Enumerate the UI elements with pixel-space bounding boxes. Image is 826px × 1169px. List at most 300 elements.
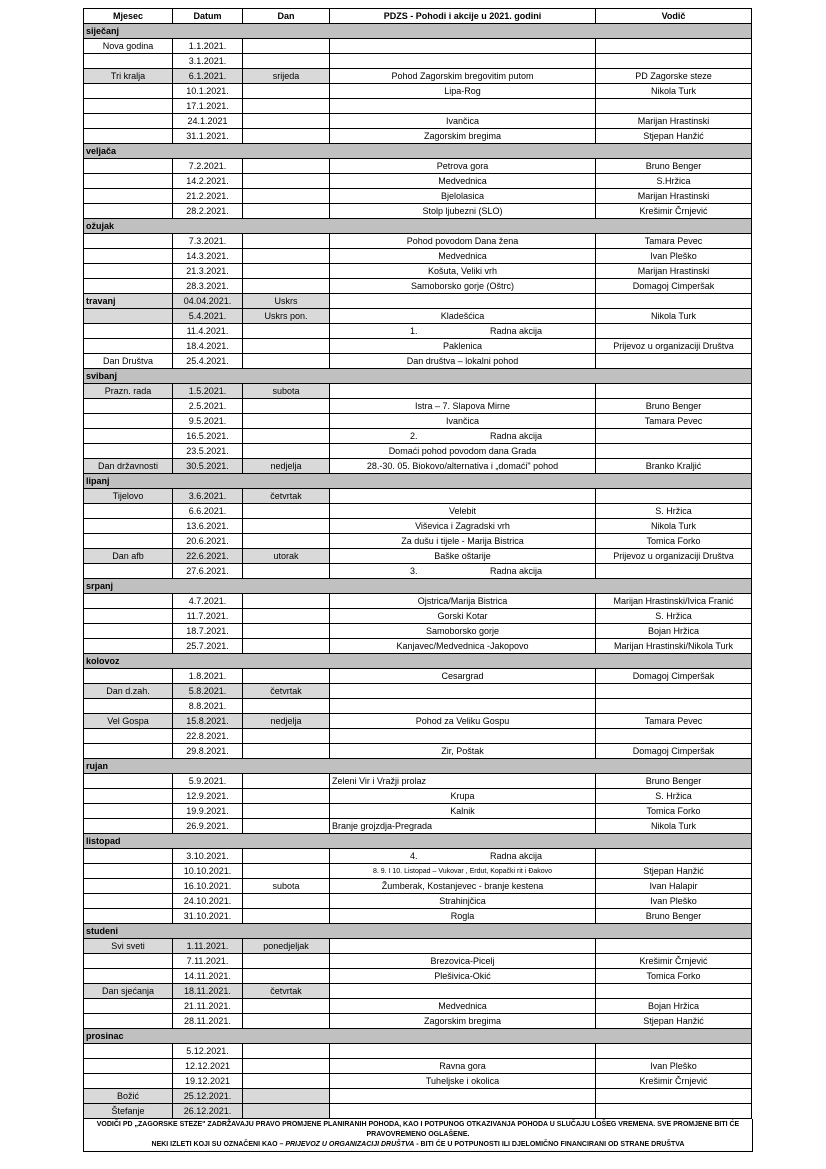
cell-guide: Bruno Benger bbox=[596, 909, 752, 924]
cell-note bbox=[84, 564, 173, 579]
cell-date: 7.3.2021. bbox=[173, 234, 243, 249]
cell-guide: Tamara Pevec bbox=[596, 414, 752, 429]
table-row bbox=[84, 984, 752, 999]
cell-note: Božić bbox=[84, 1089, 173, 1104]
cell-note bbox=[84, 954, 173, 969]
cell-date: 24.10.2021. bbox=[173, 894, 243, 909]
cell-guide bbox=[596, 1104, 752, 1119]
cell-guide: Stjepan Hanžić bbox=[596, 864, 752, 879]
cell-note bbox=[84, 324, 173, 339]
cell-note: Tijelovo bbox=[84, 489, 173, 504]
cell-day bbox=[243, 189, 330, 204]
cell-guide: Ivan Pleško bbox=[596, 1059, 752, 1074]
cell-event: Tuheljske i okolica bbox=[330, 1074, 596, 1089]
cell-day bbox=[243, 264, 330, 279]
cell-guide bbox=[596, 99, 752, 114]
table-row bbox=[84, 264, 752, 279]
cell-date: 21.11.2021. bbox=[173, 999, 243, 1014]
cell-guide: Bruno Benger bbox=[596, 774, 752, 789]
table-row bbox=[84, 699, 752, 714]
cell-event bbox=[330, 939, 596, 954]
cell-day bbox=[243, 1044, 330, 1059]
cell-event bbox=[330, 39, 596, 54]
table-row bbox=[84, 954, 752, 969]
table-row bbox=[84, 339, 752, 354]
table-row bbox=[84, 549, 752, 564]
cell-date: 7.11.2021. bbox=[173, 954, 243, 969]
cell-day bbox=[243, 129, 330, 144]
cell-guide: Marijan Hrastinski/Nikola Turk bbox=[596, 639, 752, 654]
cell-event: Rogla bbox=[330, 909, 596, 924]
cell-guide: Domagoj Cimperšak bbox=[596, 279, 752, 294]
cell-event: Medvednica bbox=[330, 249, 596, 264]
cell-note bbox=[84, 699, 173, 714]
cell-guide: Bojan Hržica bbox=[596, 624, 752, 639]
cell-event: Domaći pohod povodom dana Grada bbox=[330, 444, 596, 459]
table-row bbox=[84, 174, 752, 189]
cell-guide: S.Hržica bbox=[596, 174, 752, 189]
cell-event: Zagorskim bregima bbox=[330, 1014, 596, 1029]
cell-guide bbox=[596, 324, 752, 339]
month-row bbox=[84, 924, 752, 939]
cell-guide bbox=[596, 729, 752, 744]
table-row bbox=[84, 114, 752, 129]
cell-event-text: Radna akcija bbox=[490, 850, 543, 861]
cell-note bbox=[84, 519, 173, 534]
cell-event-number: 3. bbox=[410, 565, 418, 576]
cell-guide bbox=[596, 294, 752, 309]
cell-date: 2.5.2021. bbox=[173, 399, 243, 414]
cell-event: Ojstrica/Marija Bistrica bbox=[330, 594, 596, 609]
table-row bbox=[84, 354, 752, 369]
cell-note bbox=[84, 669, 173, 684]
cell-event bbox=[330, 849, 596, 864]
cell-event: Baške oštarije bbox=[330, 549, 596, 564]
cell-note bbox=[84, 969, 173, 984]
cell-note bbox=[84, 264, 173, 279]
footer-line-1: VODIČI PD „ZAGORSKE STEZE" ZADRŽAVAJU PRAVO PROMJENE PLANIRANIH POHODA, KAO I POTPUNOG OTKAZIVANJA POHODA U SLUČAJU LOŠEG VREMENA. SVE PROMJENE BITI ĆE PRAVOVREMENO OGLAŠENE. bbox=[96, 1121, 740, 1138]
cell-event: Samoborsko gorje bbox=[330, 624, 596, 639]
cell-guide bbox=[596, 429, 752, 444]
cell-date: 22.6.2021. bbox=[173, 549, 243, 564]
cell-date: 11.4.2021. bbox=[173, 324, 243, 339]
cell-event bbox=[330, 324, 596, 339]
table-row bbox=[84, 1089, 752, 1104]
table-row bbox=[84, 54, 752, 69]
cell-day: četvrtak bbox=[243, 489, 330, 504]
month-row bbox=[84, 1029, 752, 1044]
cell-event-text: Radna akcija bbox=[490, 325, 543, 336]
cell-note: Svi sveti bbox=[84, 939, 173, 954]
cell-guide: Nikola Turk bbox=[596, 309, 752, 324]
cell-date: 4.7.2021. bbox=[173, 594, 243, 609]
cell-guide: Marijan Hrastinski bbox=[596, 114, 752, 129]
table-row bbox=[84, 204, 752, 219]
cell-date: 5.4.2021. bbox=[173, 309, 243, 324]
table-row bbox=[84, 819, 752, 834]
cell-guide: Marijan Hrastinski bbox=[596, 189, 752, 204]
cell-date: 21.3.2021. bbox=[173, 264, 243, 279]
cell-note bbox=[84, 429, 173, 444]
cell-guide: Tamara Pevec bbox=[596, 714, 752, 729]
cell-event: Kanjavec/Medvednica -Jakopovo bbox=[330, 639, 596, 654]
cell-note bbox=[84, 804, 173, 819]
cell-date: 13.6.2021. bbox=[173, 519, 243, 534]
cell-guide: Nikola Turk bbox=[596, 819, 752, 834]
cell-event bbox=[330, 54, 596, 69]
cell-event: Medvednica bbox=[330, 174, 596, 189]
cell-date: 23.5.2021. bbox=[173, 444, 243, 459]
cell-day: srijeda bbox=[243, 69, 330, 84]
cell-date: 5.8.2021. bbox=[173, 684, 243, 699]
cell-note: Tri kralja bbox=[84, 69, 173, 84]
cell-day bbox=[243, 729, 330, 744]
cell-event-number: 4. bbox=[410, 850, 418, 861]
cell-event: Petrova gora bbox=[330, 159, 596, 174]
table-row bbox=[84, 849, 752, 864]
table-row bbox=[84, 564, 752, 579]
month-label: rujan bbox=[84, 759, 752, 774]
cell-event bbox=[330, 564, 596, 579]
table-row bbox=[84, 534, 752, 549]
cell-day bbox=[243, 324, 330, 339]
cell-event: Pohod povodom Dana žena bbox=[330, 234, 596, 249]
table-row bbox=[84, 309, 752, 324]
cell-note bbox=[84, 54, 173, 69]
cell-guide: Prijevoz u organizaciji Društva bbox=[596, 339, 752, 354]
cell-guide bbox=[596, 564, 752, 579]
table-row bbox=[84, 39, 752, 54]
cell-event: Zeleni Vir i Vražji prolaz bbox=[330, 774, 596, 789]
cell-note: Štefanje bbox=[84, 1104, 173, 1119]
cell-note bbox=[84, 849, 173, 864]
table-row bbox=[84, 729, 752, 744]
cell-date: 25.7.2021. bbox=[173, 639, 243, 654]
cell-date: 5.12.2021. bbox=[173, 1044, 243, 1059]
cell-date: 1.1.2021. bbox=[173, 39, 243, 54]
cell-date: 14.11.2021. bbox=[173, 969, 243, 984]
cell-event bbox=[330, 684, 596, 699]
cell-date: 11.7.2021. bbox=[173, 609, 243, 624]
table-row bbox=[84, 774, 752, 789]
cell-day bbox=[243, 159, 330, 174]
month-row bbox=[84, 474, 752, 489]
cell-guide: Marijan Hrastinski bbox=[596, 264, 752, 279]
cell-day bbox=[243, 39, 330, 54]
cell-date: 3.1.2021. bbox=[173, 54, 243, 69]
cell-note bbox=[84, 249, 173, 264]
cell-date: 26.12.2021. bbox=[173, 1104, 243, 1119]
cell-date: 6.1.2021. bbox=[173, 69, 243, 84]
schedule-body bbox=[84, 24, 752, 1119]
cell-day bbox=[243, 99, 330, 114]
cell-day bbox=[243, 234, 330, 249]
cell-guide: Tomica Forko bbox=[596, 969, 752, 984]
cell-date: 30.5.2021. bbox=[173, 459, 243, 474]
cell-date: 14.2.2021. bbox=[173, 174, 243, 189]
cell-event: Košuta, Veliki vrh bbox=[330, 264, 596, 279]
cell-day bbox=[243, 414, 330, 429]
cell-guide bbox=[596, 444, 752, 459]
month-row bbox=[84, 654, 752, 669]
cell-note bbox=[84, 114, 173, 129]
cell-guide: Krešimir Črnjević bbox=[596, 204, 752, 219]
cell-event: Branje grojzdja-Pregrada bbox=[330, 819, 596, 834]
cell-note bbox=[84, 639, 173, 654]
cell-note bbox=[84, 444, 173, 459]
month-row bbox=[84, 759, 752, 774]
cell-date: 3.10.2021. bbox=[173, 849, 243, 864]
table-row bbox=[84, 594, 752, 609]
cell-day: nedjelja bbox=[243, 459, 330, 474]
cell-event: Pohod za Veliku Gospu bbox=[330, 714, 596, 729]
cell-date: 04.04.2021. bbox=[173, 294, 243, 309]
cell-date: 9.5.2021. bbox=[173, 414, 243, 429]
cell-date: 29.8.2021. bbox=[173, 744, 243, 759]
cell-date: 21.2.2021. bbox=[173, 189, 243, 204]
month-row bbox=[84, 219, 752, 234]
cell-note bbox=[84, 399, 173, 414]
cell-note bbox=[84, 1059, 173, 1074]
month-label: veljača bbox=[84, 144, 752, 159]
schedule-sheet bbox=[83, 8, 751, 1152]
table-row bbox=[84, 999, 752, 1014]
month-label: listopad bbox=[84, 834, 752, 849]
cell-event: Zir, Poštak bbox=[330, 744, 596, 759]
cell-event bbox=[330, 984, 596, 999]
table-row bbox=[84, 429, 752, 444]
cell-event: Strahinjčica bbox=[330, 894, 596, 909]
cell-date: 31.10.2021. bbox=[173, 909, 243, 924]
cell-date: 1.8.2021. bbox=[173, 669, 243, 684]
cell-date: 17.1.2021. bbox=[173, 99, 243, 114]
cell-event-number: 1. bbox=[410, 325, 418, 336]
cell-note bbox=[84, 999, 173, 1014]
cell-date: 7.2.2021. bbox=[173, 159, 243, 174]
table-row bbox=[84, 669, 752, 684]
table-row bbox=[84, 864, 752, 879]
table-row bbox=[84, 99, 752, 114]
cell-event-number: 2. bbox=[410, 430, 418, 441]
table-row bbox=[84, 639, 752, 654]
cell-guide: Krešimir Črnjević bbox=[596, 954, 752, 969]
cell-guide: Stjepan Hanžić bbox=[596, 129, 752, 144]
cell-day: Uskrs bbox=[243, 294, 330, 309]
cell-note: Dan d.zah. bbox=[84, 684, 173, 699]
header-month: Mjesec bbox=[84, 9, 173, 24]
table-row bbox=[84, 444, 752, 459]
cell-event bbox=[330, 384, 596, 399]
cell-guide: Bruno Benger bbox=[596, 399, 752, 414]
header-day: Dan bbox=[243, 9, 330, 24]
cell-guide: Bruno Benger bbox=[596, 159, 752, 174]
table-row bbox=[84, 789, 752, 804]
cell-guide bbox=[596, 489, 752, 504]
header-date: Datum bbox=[173, 9, 243, 24]
cell-date: 24.1.2021 bbox=[173, 114, 243, 129]
cell-day bbox=[243, 174, 330, 189]
cell-day bbox=[243, 819, 330, 834]
cell-guide: Marijan Hrastinski/Ivica Franić bbox=[596, 594, 752, 609]
cell-event: Ivančica bbox=[330, 114, 596, 129]
cell-day: četvrtak bbox=[243, 684, 330, 699]
cell-note bbox=[84, 894, 173, 909]
table-row bbox=[84, 234, 752, 249]
table-row bbox=[84, 69, 752, 84]
cell-note bbox=[84, 789, 173, 804]
cell-day bbox=[243, 969, 330, 984]
cell-day bbox=[243, 999, 330, 1014]
cell-day bbox=[243, 789, 330, 804]
cell-date: 1.11.2021. bbox=[173, 939, 243, 954]
cell-date: 18.4.2021. bbox=[173, 339, 243, 354]
cell-date: 10.1.2021. bbox=[173, 84, 243, 99]
cell-note bbox=[84, 129, 173, 144]
cell-guide bbox=[596, 1089, 752, 1104]
cell-event: Zagorskim bregima bbox=[330, 129, 596, 144]
table-row bbox=[84, 1104, 752, 1119]
cell-day bbox=[243, 1089, 330, 1104]
cell-day bbox=[243, 1074, 330, 1089]
cell-day bbox=[243, 504, 330, 519]
cell-guide: Krešimir Črnjević bbox=[596, 1074, 752, 1089]
month-label: srpanj bbox=[84, 579, 752, 594]
cell-day: subota bbox=[243, 879, 330, 894]
table-row bbox=[84, 384, 752, 399]
cell-day bbox=[243, 624, 330, 639]
table-row bbox=[84, 129, 752, 144]
cell-note bbox=[84, 174, 173, 189]
table-row bbox=[84, 1014, 752, 1029]
cell-guide: Stjepan Hanžić bbox=[596, 1014, 752, 1029]
cell-day bbox=[243, 534, 330, 549]
cell-guide bbox=[596, 384, 752, 399]
cell-day bbox=[243, 909, 330, 924]
cell-event: Kladešćica bbox=[330, 309, 596, 324]
cell-event: Žumberak, Kostanjevec - branje kestena bbox=[330, 879, 596, 894]
month-row bbox=[84, 579, 752, 594]
cell-guide bbox=[596, 699, 752, 714]
cell-guide bbox=[596, 354, 752, 369]
cell-event bbox=[330, 1044, 596, 1059]
cell-event bbox=[330, 1104, 596, 1119]
cell-event-text: Radna akcija bbox=[490, 430, 543, 441]
cell-day bbox=[243, 204, 330, 219]
cell-event: Krupa bbox=[330, 789, 596, 804]
cell-note bbox=[84, 159, 173, 174]
cell-guide: Nikola Turk bbox=[596, 519, 752, 534]
month-label: travanj bbox=[84, 294, 173, 309]
cell-note bbox=[84, 84, 173, 99]
cell-event: Kalnik bbox=[330, 804, 596, 819]
cell-event bbox=[330, 489, 596, 504]
month-label: ožujak bbox=[84, 219, 752, 234]
cell-date: 15.8.2021. bbox=[173, 714, 243, 729]
cell-day bbox=[243, 1014, 330, 1029]
footer-note bbox=[83, 1119, 753, 1152]
cell-note bbox=[84, 534, 173, 549]
cell-guide bbox=[596, 39, 752, 54]
cell-date: 1.5.2021. bbox=[173, 384, 243, 399]
cell-event: Gorski Kotar bbox=[330, 609, 596, 624]
cell-day bbox=[243, 1059, 330, 1074]
cell-day bbox=[243, 354, 330, 369]
cell-note: Prazn. rada bbox=[84, 384, 173, 399]
table-row bbox=[84, 294, 752, 309]
table-row bbox=[84, 939, 752, 954]
table-row bbox=[84, 504, 752, 519]
cell-event: Cesargrad bbox=[330, 669, 596, 684]
cell-event bbox=[330, 729, 596, 744]
cell-day bbox=[243, 774, 330, 789]
month-row bbox=[84, 24, 752, 39]
cell-guide: Prijevoz u organizaciji Društva bbox=[596, 549, 752, 564]
cell-day: četvrtak bbox=[243, 984, 330, 999]
footer-line-2-b: PRIJEVOZ U ORGANIZACIJI DRUŠTVA bbox=[285, 1141, 415, 1148]
cell-day bbox=[243, 609, 330, 624]
table-row bbox=[84, 744, 752, 759]
cell-guide: Tomica Forko bbox=[596, 534, 752, 549]
month-row bbox=[84, 834, 752, 849]
cell-note bbox=[84, 339, 173, 354]
table-row bbox=[84, 609, 752, 624]
cell-date: 26.9.2021. bbox=[173, 819, 243, 834]
cell-day bbox=[243, 564, 330, 579]
table-row bbox=[84, 894, 752, 909]
cell-day bbox=[243, 1104, 330, 1119]
table-row bbox=[84, 189, 752, 204]
cell-guide: Tamara Pevec bbox=[596, 234, 752, 249]
cell-date: 10.10.2021. bbox=[173, 864, 243, 879]
cell-date: 25.12.2021. bbox=[173, 1089, 243, 1104]
table-row bbox=[84, 879, 752, 894]
cell-guide bbox=[596, 984, 752, 999]
cell-event bbox=[330, 699, 596, 714]
cell-note bbox=[84, 1044, 173, 1059]
cell-event: Paklenica bbox=[330, 339, 596, 354]
cell-day bbox=[243, 54, 330, 69]
cell-note bbox=[84, 279, 173, 294]
cell-day bbox=[243, 249, 330, 264]
cell-note bbox=[84, 504, 173, 519]
cell-note: Dan afb bbox=[84, 549, 173, 564]
cell-day bbox=[243, 669, 330, 684]
month-row bbox=[84, 144, 752, 159]
cell-note bbox=[84, 879, 173, 894]
cell-event bbox=[330, 1089, 596, 1104]
cell-note: Nova godina bbox=[84, 39, 173, 54]
cell-day bbox=[243, 429, 330, 444]
cell-date: 12.12.2021 bbox=[173, 1059, 243, 1074]
cell-day: utorak bbox=[243, 549, 330, 564]
cell-event: Lipa-Rog bbox=[330, 84, 596, 99]
cell-day bbox=[243, 864, 330, 879]
cell-day bbox=[243, 954, 330, 969]
cell-event: Dan društva – lokalni pohod bbox=[330, 354, 596, 369]
table-row bbox=[84, 489, 752, 504]
cell-note: Dan državnosti bbox=[84, 459, 173, 474]
cell-guide bbox=[596, 684, 752, 699]
cell-event: Ivančica bbox=[330, 414, 596, 429]
month-label: svibanj bbox=[84, 369, 752, 384]
cell-note bbox=[84, 309, 173, 324]
table-row bbox=[84, 159, 752, 174]
cell-date: 18.11.2021. bbox=[173, 984, 243, 999]
cell-day: nedjelja bbox=[243, 714, 330, 729]
cell-note bbox=[84, 204, 173, 219]
table-row bbox=[84, 249, 752, 264]
month-label: studeni bbox=[84, 924, 752, 939]
